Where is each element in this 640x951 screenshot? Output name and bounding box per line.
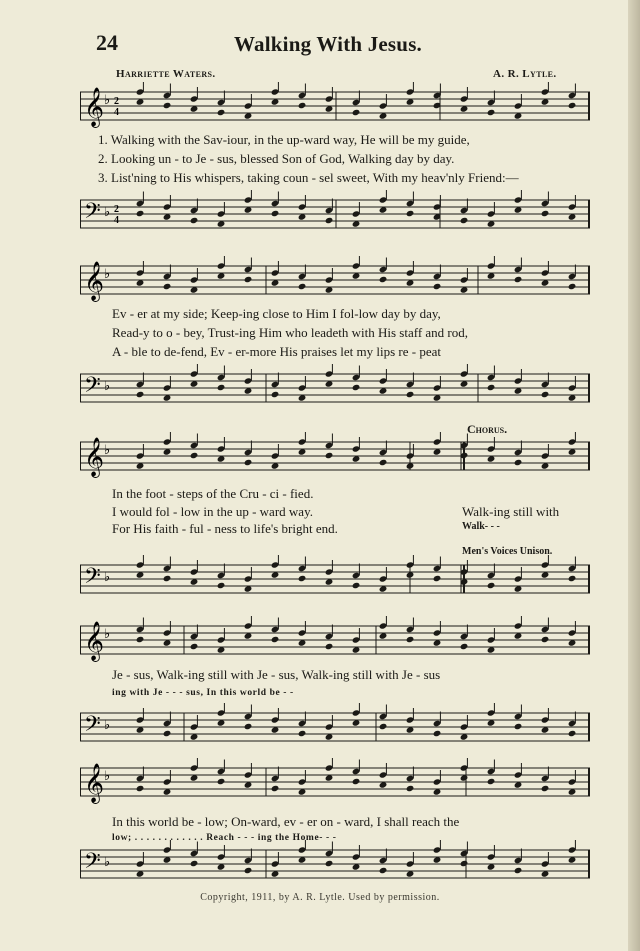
- notehead: [433, 283, 442, 290]
- notehead: [325, 643, 334, 650]
- notehead: [217, 778, 226, 785]
- notehead: [271, 636, 280, 643]
- bass-clef-icon: 𝄢: [84, 199, 101, 228]
- flat-icon: ♭: [104, 717, 111, 732]
- flat-icon: ♭: [104, 768, 111, 783]
- notehead-group: [136, 555, 577, 593]
- notehead-group: [136, 256, 577, 294]
- notehead-group: [136, 82, 577, 120]
- notehead: [541, 785, 550, 792]
- notehead: [217, 384, 226, 391]
- notehead: [325, 860, 334, 867]
- flat-icon: ♭: [104, 626, 111, 641]
- flat-icon: ♭: [104, 854, 111, 869]
- notehead-group: [136, 840, 577, 878]
- notehead: [460, 860, 469, 867]
- notehead: [352, 582, 361, 589]
- system1-lyric-verse3: 3. List'ning to His whispers, taking coun - sel sweet, With my heav'nly Friend:—: [98, 170, 519, 185]
- notehead: [271, 391, 280, 398]
- notehead: [433, 730, 442, 737]
- notehead: [352, 778, 361, 785]
- notehead: [163, 283, 172, 290]
- notehead: [514, 867, 523, 874]
- notehead: [487, 778, 496, 785]
- notehead: [244, 867, 253, 874]
- notehead: [541, 210, 550, 217]
- composer-credit: A. R. Lytle.: [493, 68, 557, 80]
- notehead-group: [136, 616, 577, 654]
- svg-text:2: 2: [114, 96, 119, 107]
- notehead: [406, 785, 415, 792]
- bass-staff-lines: [80, 555, 590, 605]
- notehead: [271, 785, 280, 792]
- notehead: [379, 276, 388, 283]
- bass-clef-icon: 𝄢: [84, 373, 101, 402]
- treble-clef-icon: 𝄞: [84, 765, 105, 802]
- notehead: [460, 217, 469, 224]
- notehead: [217, 109, 226, 116]
- notehead: [190, 217, 199, 224]
- flat-icon: ♭: [104, 204, 111, 219]
- bass-staff-lines: [80, 840, 590, 890]
- notehead: [217, 582, 226, 589]
- treble-staff-lines: [80, 758, 590, 808]
- system1-bass-staff: [80, 190, 590, 245]
- notehead: [352, 109, 361, 116]
- notehead: [460, 643, 469, 650]
- copyright-notice: Copyright, 1911, by A. R. Lytle. Used by permission.: [200, 892, 440, 903]
- system2-treble-staff: [80, 256, 590, 306]
- hymn-number: 24: [96, 30, 118, 55]
- notehead: [163, 730, 172, 737]
- lyricist-credit: Harriette Waters.: [116, 68, 216, 80]
- chorus-upper-lyric: Walk-ing still with: [462, 504, 560, 519]
- notehead: [406, 636, 415, 643]
- flat-icon: ♭: [104, 92, 111, 107]
- system1-lyric-verse1: 1. Walking with the Sav-iour, in the up-ward way, He will be my guide,: [98, 132, 470, 147]
- notehead: [514, 459, 523, 466]
- system3-lyric-verse2: I would fol - low in the up - ward way. Walk-ing still with: [112, 504, 560, 519]
- notehead: [352, 384, 361, 391]
- system5-lyric-lower: low; . . . . . . . . . . . . Reach - - - ing the Home- - -: [112, 833, 337, 843]
- flat-icon: ♭: [104, 442, 111, 457]
- mens-voices-label: Men's Voices Unison.: [462, 546, 553, 557]
- notehead: [406, 210, 415, 217]
- notehead-group: [136, 432, 577, 470]
- system5-treble-staff: [80, 758, 590, 808]
- svg-text:2: 2: [114, 204, 119, 215]
- notehead: [541, 636, 550, 643]
- notehead: [568, 730, 577, 737]
- system4-lyric-lower: ing with Je - - - sus, In this world be - -: [112, 688, 294, 698]
- system4-lyric-upper: Je - sus, Walk-ing still with Je - sus, Walk-ing still with Je - sus: [112, 667, 441, 682]
- notehead: [325, 452, 334, 459]
- system2-bass-staff: [80, 364, 590, 414]
- chorus-lower-lyric: Walk- - -: [462, 521, 500, 532]
- system3-lyric-verse1: In the foot - steps of the Cru - ci - fied.: [112, 486, 314, 501]
- notehead: [136, 391, 145, 398]
- system1-lyric-verse2: 2. Looking un - to Je - sus, blessed Son of God, Walking day by day.: [98, 151, 455, 166]
- system3-lyric-verse3: For His faith - ful - ness to life's bright end. Walk- - -: [112, 521, 500, 536]
- system4-bass-staff: [80, 703, 590, 753]
- notehead: [487, 384, 496, 391]
- notehead: [514, 276, 523, 283]
- treble-clef-icon: 𝄞: [84, 87, 105, 127]
- notehead: [298, 283, 307, 290]
- bass-clef-icon: 𝄢: [84, 564, 101, 593]
- notehead: [379, 867, 388, 874]
- svg-text:4: 4: [114, 215, 119, 226]
- bass-staff-lines: [80, 364, 590, 414]
- system4-treble-staff: [80, 616, 590, 666]
- notehead: [244, 459, 253, 466]
- notehead-group: [136, 703, 577, 741]
- notehead: [379, 723, 388, 730]
- treble-staff-lines: [80, 616, 590, 666]
- system3-treble-staff: [80, 432, 590, 482]
- system5-lyric-upper: In this world be - low; On-ward, ev - er on - ward, I shall reach the: [112, 814, 460, 829]
- notehead: [244, 723, 253, 730]
- system2-lyric-verse2: Read-y to o - bey, Trust-ing Him who leadeth with His staff and rod,: [112, 325, 469, 340]
- system2-lyric-verse1: Ev - er at my side; Keep-ing close to Him I fol-low day by day,: [112, 306, 441, 321]
- notehead: [541, 391, 550, 398]
- treble-staff-lines: [80, 432, 590, 482]
- treble-staff-lines: [80, 256, 590, 306]
- treble-clef-icon: 𝄞: [84, 439, 105, 476]
- notehead: [406, 391, 415, 398]
- notehead: [514, 723, 523, 730]
- notehead: [487, 582, 496, 589]
- treble-staff-lines: [80, 82, 590, 132]
- flat-icon: ♭: [104, 266, 111, 281]
- notehead: [163, 575, 172, 582]
- notehead: [298, 575, 307, 582]
- notehead-group: [136, 364, 577, 402]
- system5-bass-staff: [80, 840, 590, 890]
- notehead: [190, 643, 199, 650]
- bass-clef-icon: 𝄢: [84, 712, 101, 741]
- notehead: [298, 730, 307, 737]
- notehead: [568, 102, 577, 109]
- notehead: [568, 575, 577, 582]
- notehead: [190, 452, 199, 459]
- notehead: [568, 283, 577, 290]
- notehead: [190, 860, 199, 867]
- notehead: [379, 459, 388, 466]
- notehead-group: [136, 190, 577, 228]
- notehead: [244, 276, 253, 283]
- notehead: [136, 785, 145, 792]
- treble-clef-icon: 𝄞: [84, 263, 105, 300]
- svg-text:4: 4: [114, 107, 119, 118]
- notehead: [487, 109, 496, 116]
- notehead: [163, 102, 172, 109]
- system3-bass-staff: [80, 555, 590, 605]
- notehead: [271, 210, 280, 217]
- treble-clef-icon: 𝄞: [84, 623, 105, 660]
- flat-icon: ♭: [104, 378, 111, 393]
- flat-icon: ♭: [104, 569, 111, 584]
- notehead: [136, 636, 145, 643]
- notehead: [298, 102, 307, 109]
- notehead: [325, 217, 334, 224]
- bass-staff-lines: [80, 190, 590, 245]
- notehead-group: [136, 758, 577, 796]
- chorus-label: Chorus.: [467, 422, 508, 436]
- notehead: [433, 575, 442, 582]
- system1-treble-staff: [80, 82, 590, 132]
- hymn-title: Walking With Jesus.: [234, 32, 423, 56]
- bass-staff-lines: [80, 703, 590, 753]
- bass-clef-icon: 𝄢: [84, 849, 101, 878]
- system2-lyric-verse3: A - ble to de-fend, Ev - er-more His praises let my lips re - peat: [112, 344, 441, 359]
- notehead: [136, 210, 145, 217]
